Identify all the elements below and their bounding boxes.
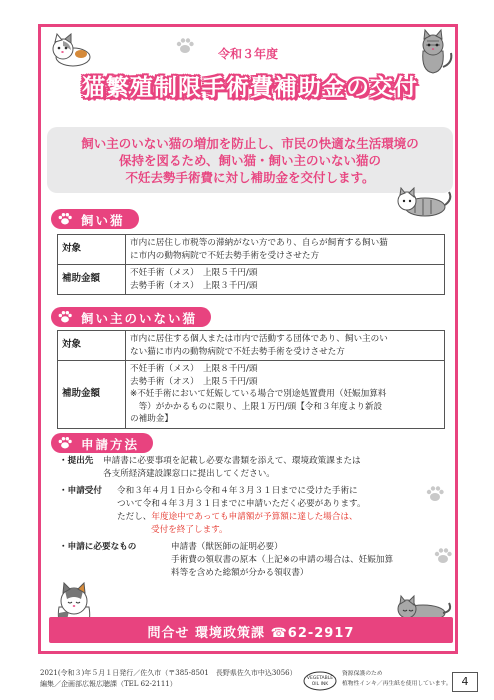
period-term: ・申請受付 [59,486,102,496]
application-details [59,455,449,580]
text-line: 去勢手術（オス） 上限５千円/頭 [130,376,258,387]
purpose-panel [47,127,453,193]
section-heading-pet-cats [51,209,139,229]
table-row [58,265,445,295]
text-line: ない猫に市内の動物病院で不妊去勢手術を受けさせた方 [130,346,345,357]
period-row [59,485,449,537]
amount-value [126,265,445,295]
page-title: 猫繁殖制限手術費補助金の交付 [82,75,418,101]
target-value [126,235,445,265]
text-line [117,511,449,524]
table-row [58,331,445,361]
page-number: 4 [452,672,478,692]
amount-label: 補助金額 [58,361,126,429]
amount-value [126,361,445,429]
table-row [58,235,445,265]
text-line: 申請書に必要事項を記載し必要な書類を添えて、環境政策課または [103,456,361,466]
text-line: 去勢手術（オス） 上限３千円/頭 [130,280,258,291]
flyer-frame [38,24,458,654]
text-part: ただし、 [117,512,152,522]
text-part: 等）がかかるものに限り、上限１万円/頭 [130,401,297,412]
target-label: 対象 [58,331,126,361]
text-line: ※不妊手術において妊娠している場合で別途処置費用（妊娠加算料 [130,389,387,399]
submit-row [59,455,449,481]
page-footer [0,664,494,700]
text-line: 不妊手術（メス） 上限８千円/頭 [130,364,258,374]
text-line: 手術費の領収書の原本（上記※の申請の場合は、妊娠加算 [171,555,394,565]
paw-icon [57,436,73,450]
publisher-line: 編集／企画部広報広聴課（TEL 62-2111） [40,680,177,688]
section-heading-label: 飼い猫 [81,213,125,228]
text-line: 不妊手術（メス） 上限５千円/頭 [130,268,258,278]
vegetable-oil-ink-logo [302,670,338,692]
contact-bar: 問合せ 環境政策課 ☎62-2917 [49,617,453,643]
text-line: の補助金】 [130,414,173,424]
documents-term: ・申請に必要なもの [59,542,137,552]
purpose-line: 保持を図るため、飼い猫・飼い主のいない猫の [118,153,381,168]
purpose-line: 飼い主のいない猫の増加を防止し、市民の快適な生活環境の [81,136,419,151]
new-program-note: 【令和３年度より新設 [296,401,383,412]
section-heading-label: 申請方法 [81,437,140,452]
target-value [126,331,445,361]
section-heading-label: 飼い主のいない猫 [81,311,198,326]
documents-row [59,541,449,580]
recycle-line: 資源保護のため [342,671,383,677]
text-line: 料等を含めた総額が分かる領収書） [171,568,309,578]
purpose-line: 不妊去勢手術費に対し補助金を交付します。 [125,170,375,185]
amount-label: 補助金額 [58,265,126,295]
paw-icon [57,212,73,226]
fiscal-year: 令和３年度 [217,47,278,61]
budget-warning: 受付を終了します。 [151,525,228,535]
publisher-info [40,668,297,690]
text-line: に市内の動物病院で不妊去勢手術を受けさせた方 [130,250,320,261]
cat-illustration-middle-right [393,187,453,221]
svg-text:OIL INK: OIL INK [311,682,329,687]
table-row [58,361,445,429]
recycle-note [342,669,452,689]
paw-icon [57,310,73,324]
section-heading-stray-cats [51,307,211,327]
text-line: 市内に居住し市税等の滞納がない方であり、自らが飼育する飼い猫 [130,238,388,248]
text-line: 令和３年４月１日から令和４年３月３１日までに受けた手術に [117,486,358,496]
text-line: ついて令和４年３月３１日までに申請いただく必要があります。 [117,499,366,509]
pet-cat-info-table [57,234,445,295]
target-label: 対象 [58,235,126,265]
publisher-line: 2021(令和３)年５月１日発行／佐久市（〒385-8501 長野県佐久市中込3056） [40,669,297,677]
text-line: 各支所経済建設課窓口に提出してください。 [103,469,275,479]
budget-warning: 年度途中であっても申請額が予算額に達した場合は、 [151,512,358,522]
submit-term: ・提出先 [59,456,94,466]
stray-cat-info-table [57,330,445,429]
recycle-line: 植物性インキ／再生紙を使用しています。 [342,681,452,687]
section-heading-application [51,433,153,453]
text-line: 市内に居住する個人または市内で活動する団体であり、飼い主のい [130,334,388,344]
text-line: 申請書（獣医師の証明必要） [171,542,283,552]
text-line [130,401,440,414]
svg-text:VEGETABLE: VEGETABLE [306,676,334,681]
